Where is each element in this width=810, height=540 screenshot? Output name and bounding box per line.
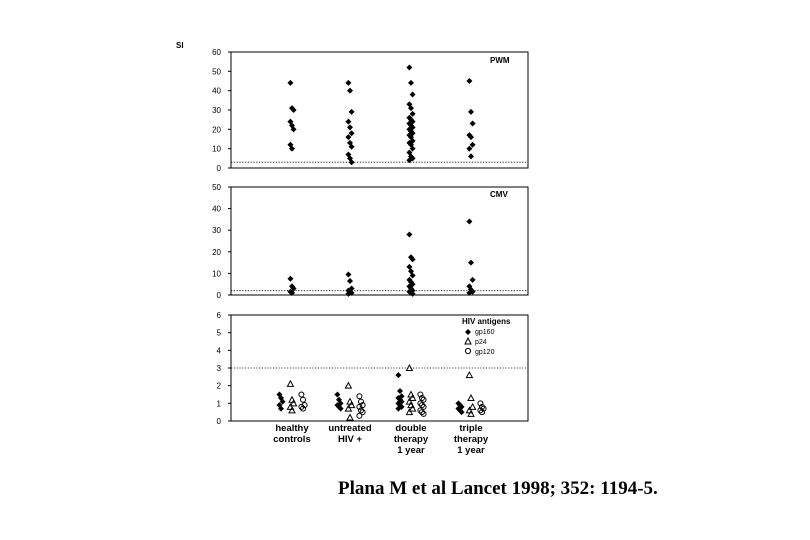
data-point	[395, 372, 401, 378]
data-point	[466, 78, 472, 84]
y-tick-label: 0	[216, 417, 221, 426]
data-point	[287, 80, 293, 86]
data-point	[406, 232, 412, 238]
category-label: HIV +	[337, 434, 363, 445]
legend-diamond-icon	[465, 329, 471, 335]
category-label: controls	[273, 434, 311, 445]
panel-pwm-frame	[231, 52, 528, 168]
data-point	[287, 276, 293, 282]
data-point	[347, 88, 353, 94]
data-point	[289, 407, 295, 413]
data-point	[468, 395, 474, 401]
data-point	[408, 80, 414, 86]
y-tick-label: 20	[212, 247, 221, 257]
data-point	[470, 121, 476, 127]
y-tick-label: 40	[212, 86, 221, 96]
category-label: therapy	[393, 434, 429, 445]
panel-cmv-label: CMV	[490, 190, 508, 199]
data-point	[468, 153, 474, 159]
data-point	[357, 394, 362, 399]
data-point	[345, 271, 351, 277]
y-tick-label: 30	[212, 106, 221, 115]
y-tick-label: 50	[212, 183, 221, 192]
citation: Plana M et al Lancet 1998; 352: 1194-5.	[338, 478, 658, 499]
panel-hiv	[217, 311, 528, 426]
y-tick-label: 4	[216, 346, 221, 356]
category-label: double	[395, 423, 427, 434]
panel-pwm-label: PWM	[490, 56, 510, 65]
panel-cmv	[212, 183, 528, 300]
y-tick-label: 0	[216, 164, 221, 173]
panel-pwm	[212, 48, 528, 173]
category-label: therapy	[453, 434, 489, 445]
legend-label-p24: p24	[475, 339, 487, 346]
panel-hiv-points	[276, 365, 486, 420]
legend-circle-icon	[465, 348, 470, 353]
data-point	[406, 64, 412, 70]
category-label: untreated	[328, 423, 372, 434]
panel-cmv-points	[287, 219, 475, 297]
y-tick-label: 5	[216, 328, 221, 338]
data-point	[468, 260, 474, 266]
data-point	[406, 365, 412, 371]
category-label: triple	[459, 423, 483, 434]
y-tick-label: 50	[212, 67, 221, 77]
data-point	[349, 109, 355, 115]
category-label: healthy	[275, 423, 309, 434]
y-tick-label: 20	[212, 125, 221, 135]
data-point	[299, 392, 304, 397]
y-tick-label: 10	[212, 144, 221, 154]
legend-label-gp160: gp160	[475, 329, 495, 336]
category-label: 1 year	[397, 445, 425, 456]
y-tick-label: 0	[216, 291, 221, 300]
data-point	[470, 277, 476, 283]
category-labels	[273, 423, 489, 456]
data-point	[345, 119, 351, 125]
data-point	[468, 109, 474, 115]
data-point	[345, 80, 351, 86]
data-point	[347, 278, 353, 284]
data-point	[357, 413, 362, 418]
data-point	[410, 92, 416, 98]
y-tick-label: 10	[212, 269, 221, 279]
y-tick-label: 1	[216, 399, 221, 409]
data-point	[468, 411, 474, 417]
y-tick-label: 2	[216, 381, 221, 391]
category-label: 1 year	[457, 445, 485, 456]
y-tick-label: 3	[216, 364, 221, 373]
data-point	[466, 219, 472, 225]
legend-triangle-icon	[465, 338, 471, 344]
data-point	[334, 392, 340, 398]
panel-cmv-frame	[231, 187, 528, 295]
panel-pwm-ticks	[212, 48, 528, 173]
data-point	[347, 124, 353, 130]
y-tick-label: 60	[212, 48, 221, 57]
panel-hiv-label: HIV antigens	[462, 317, 511, 326]
data-point	[397, 388, 403, 394]
data-point	[345, 383, 351, 389]
legend-label-gp120: gp120	[475, 349, 495, 356]
data-point	[466, 372, 472, 378]
panel-pwm-points	[287, 64, 475, 165]
data-point	[406, 409, 412, 415]
panel-cmv-ticks	[212, 183, 528, 300]
data-point	[347, 414, 353, 420]
legend	[465, 329, 495, 356]
data-point	[287, 381, 293, 387]
y-axis-label: SI	[176, 41, 184, 50]
y-tick-label: 40	[212, 204, 221, 214]
data-point	[345, 406, 351, 412]
data-point	[301, 397, 306, 402]
y-tick-label: 30	[212, 226, 221, 236]
y-tick-label: 6	[216, 311, 221, 320]
